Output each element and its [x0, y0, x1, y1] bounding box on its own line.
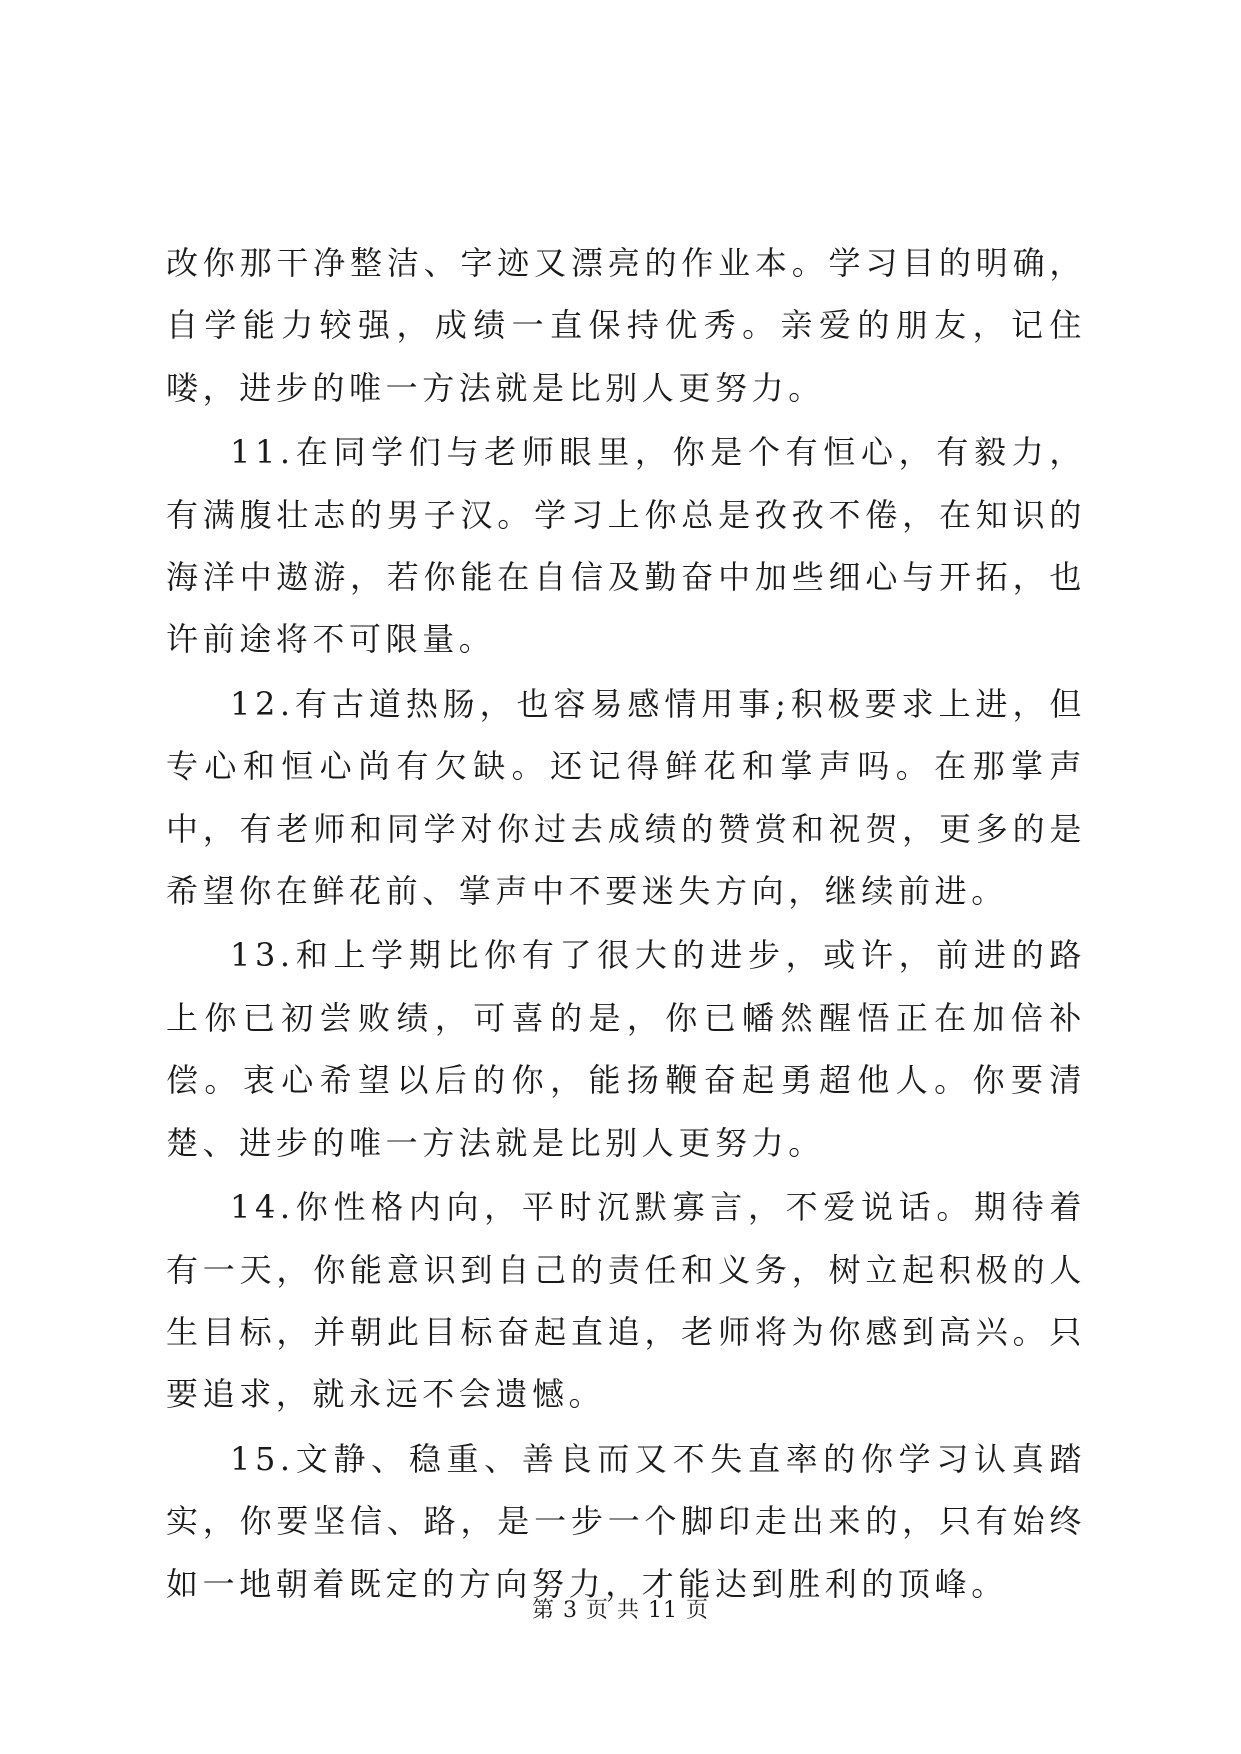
page-number-footer: 第 3 页 共 11 页 — [532, 1598, 709, 1623]
paragraph-11: 11.在同学们与老师眼里，你是个有恒心，有毅力，有满腹壮志的男子汉。学习上你总是孜孜不倦，在知识的海洋中遨游，若你能在自信及勤奋中加些细心与开拓，也许前途将不可限量。 — [166, 433, 1086, 659]
paragraph-15: 15.文静、稳重、善良而又不失直率的你学习认真踏实，你要坚信、路，是一步一个脚印走出来的，只有始终如一地朝着既定的方向努力，才能达到胜利的顶峰。 — [166, 1439, 1086, 1603]
paragraph-13: 13.和上学期比你有了很大的进步，或许，前进的路上你已初尝败绩，可喜的是，你已幡然醒悟正在加倍补偿。衷心希望以后的你，能扬鞭奋起勇超他人。你要清楚、进步的唯一方法就是比别人更努力。 — [166, 936, 1086, 1162]
paragraph-12: 12.有古道热肠，也容易感情用事;积极要求上进，但专心和恒心尚有欠缺。还记得鲜花和掌声吗。在那掌声中，有老师和同学对你过去成绩的赞赏和祝贺，更多的是希望你在鲜花前、掌声中不要迷失方向，继续前进。 — [166, 684, 1086, 911]
paragraph-14: 14.你性格内向，平时沉默寡言，不爱说话。期待着有一天，你能意识到自己的责任和义务，树立起积极的人生目标，并朝此目标奋起直追，老师将为你感到高兴。只要追求，就永远不会遗憾。 — [166, 1188, 1086, 1414]
paragraph-continued: 改你那干净整洁、字迹又漂亮的作业本。学习目的明确，自学能力较强，成绩一直保持优秀。亲爱的朋友，记住喽，进步的唯一方法就是比别人更努力。 — [166, 244, 1086, 407]
page-body — [166, 232, 1086, 1617]
